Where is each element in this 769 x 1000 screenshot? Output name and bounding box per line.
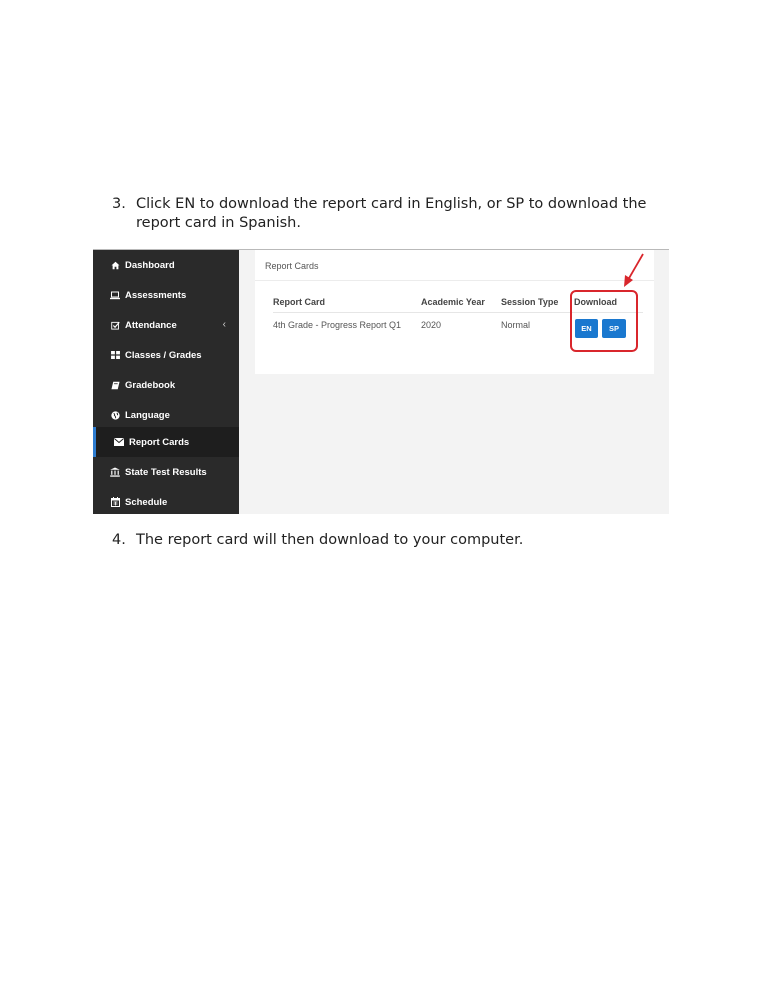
check-square-icon bbox=[110, 320, 120, 330]
sidebar-item-label: Report Cards bbox=[129, 436, 190, 448]
calendar-icon bbox=[110, 497, 120, 507]
grid-icon bbox=[110, 350, 120, 360]
panel-divider bbox=[255, 280, 654, 281]
step-number: 3. bbox=[112, 196, 126, 212]
book-icon bbox=[110, 380, 120, 390]
column-header-academic-year: Academic Year bbox=[421, 297, 485, 307]
column-header-session-type: Session Type bbox=[501, 297, 559, 307]
cell-academic-year: 2020 bbox=[421, 320, 442, 330]
instruction-step-3 bbox=[112, 195, 672, 233]
cell-report-card: 4th Grade - Progress Report Q1 bbox=[273, 320, 402, 330]
column-header-download: Download bbox=[574, 297, 617, 307]
download-sp-button[interactable]: SP bbox=[602, 319, 626, 338]
chevron-left-icon[interactable]: ‹ bbox=[222, 319, 226, 330]
cell-session-type: Normal bbox=[501, 320, 531, 330]
laptop-icon bbox=[110, 290, 120, 300]
download-en-button[interactable]: EN bbox=[575, 319, 598, 338]
sidebar-item-label: Schedule bbox=[125, 496, 168, 508]
envelope-icon bbox=[114, 437, 124, 447]
sidebar-item-label: Language bbox=[125, 409, 170, 421]
sidebar-item-label: Gradebook bbox=[125, 379, 176, 391]
column-header-report-card: Report Card bbox=[273, 297, 326, 307]
instruction-step-4 bbox=[112, 531, 672, 550]
download-highlight-box bbox=[570, 290, 638, 352]
report-cards-screenshot bbox=[93, 249, 669, 514]
sidebar-item-assessments[interactable] bbox=[93, 280, 239, 310]
sidebar-item-label: State Test Results bbox=[125, 466, 207, 478]
sidebar-item-label: Attendance bbox=[125, 319, 177, 331]
home-icon bbox=[110, 260, 120, 270]
step-number: 4. bbox=[112, 532, 126, 548]
sidebar-item-report-cards[interactable] bbox=[93, 427, 239, 457]
step-text: The report card will then download to your computer. bbox=[136, 532, 524, 548]
sidebar-item-label: Classes / Grades bbox=[125, 349, 202, 361]
sidebar-item-gradebook[interactable] bbox=[93, 370, 239, 400]
sidebar-item-language[interactable] bbox=[93, 400, 239, 430]
sidebar-item-schedule[interactable] bbox=[93, 487, 239, 514]
globe-icon bbox=[110, 410, 120, 420]
sidebar-item-label: Assessments bbox=[125, 289, 187, 301]
sidebar-item-attendance[interactable] bbox=[93, 310, 239, 340]
sidebar-item-label: Dashboard bbox=[125, 259, 175, 271]
sidebar bbox=[93, 250, 239, 514]
sidebar-item-classes-grades[interactable] bbox=[93, 340, 239, 370]
sidebar-item-dashboard[interactable] bbox=[93, 250, 239, 280]
institution-icon bbox=[110, 467, 120, 477]
sidebar-item-state-test-results[interactable] bbox=[93, 457, 239, 487]
step-text: Click EN to download the report card in English, or SP to download the report card in Spanish. bbox=[136, 196, 647, 231]
panel-title: Report Cards bbox=[265, 261, 319, 271]
